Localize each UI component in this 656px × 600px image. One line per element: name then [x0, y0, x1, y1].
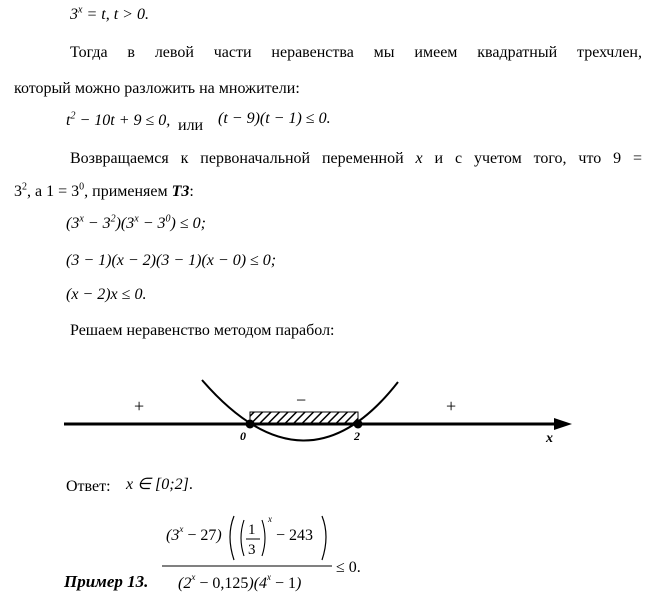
equation-rationalized: (3 − 1)(x − 2)(3 − 1)(x − 0) ≤ 0;	[66, 252, 277, 269]
inner-exponent: x	[268, 514, 272, 524]
numerator-part-c: − 243	[276, 527, 314, 544]
point-two	[354, 420, 363, 429]
theorem-ref: Т3	[171, 183, 190, 200]
answer-label: Ответ:	[66, 478, 111, 495]
sign-plus-left: +	[134, 396, 145, 416]
example-label: Пример 13.	[64, 572, 149, 591]
equation-quadratic: $t^2 - 10t + 9 \le 0$,	[66, 110, 171, 129]
denominator: $(2^x - 0,125)(4^x - 1)$	[178, 572, 302, 592]
tick-label-zero: 0	[240, 429, 246, 443]
inner-fraction-numerator: 1	[248, 522, 256, 538]
inner-paren-right	[262, 520, 265, 556]
substitution-line: $3^x = t$, t > 0.	[70, 4, 149, 23]
paragraph-2-line-b: $3^2$, а $1 = 3^0$, применяем Т3:	[14, 181, 194, 200]
equation-factored: (t − 9)(t − 1) ≤ 0.	[218, 110, 331, 127]
sign-minus: −	[296, 390, 307, 410]
tick-label-two: 2	[354, 429, 360, 443]
paragraph-1-line-a: Тогда в левой части неравенства мы имеем квадратный трехчлен,	[70, 44, 642, 61]
paragraph-3: Решаем неравенство методом парабол:	[70, 322, 335, 339]
sign-plus-right: +	[446, 396, 457, 416]
big-paren-left	[230, 516, 234, 560]
equation-exponential-product: $(3^x - 3^2)(3^x - 3^0) \le 0$;	[66, 213, 206, 232]
word-ili: или	[178, 117, 204, 134]
axis-label-x: x	[546, 431, 553, 446]
point-zero	[246, 420, 255, 429]
example-fraction	[160, 508, 370, 598]
numerator-part-a: $(3^x - 27)$	[166, 524, 222, 544]
inner-fraction-denominator: 3	[248, 542, 256, 558]
hatched-interval	[250, 412, 358, 423]
fraction-relation: ≤ 0.	[336, 559, 361, 576]
paragraph-1-line-b: который можно разложить на множители:	[14, 80, 300, 97]
paragraph-2-line-a: Возвращаемся к первоначальной переменной x и с учетом того, что 9 =	[70, 150, 642, 167]
inner-paren-left	[241, 520, 244, 556]
big-paren-right	[322, 516, 326, 560]
parabola-graph	[60, 376, 580, 456]
colon: :	[189, 183, 194, 200]
axis-arrow-icon	[554, 418, 572, 430]
answer-value: x ∈ [0;2].	[126, 476, 193, 493]
equation-final: (x − 2)x ≤ 0.	[66, 286, 147, 303]
